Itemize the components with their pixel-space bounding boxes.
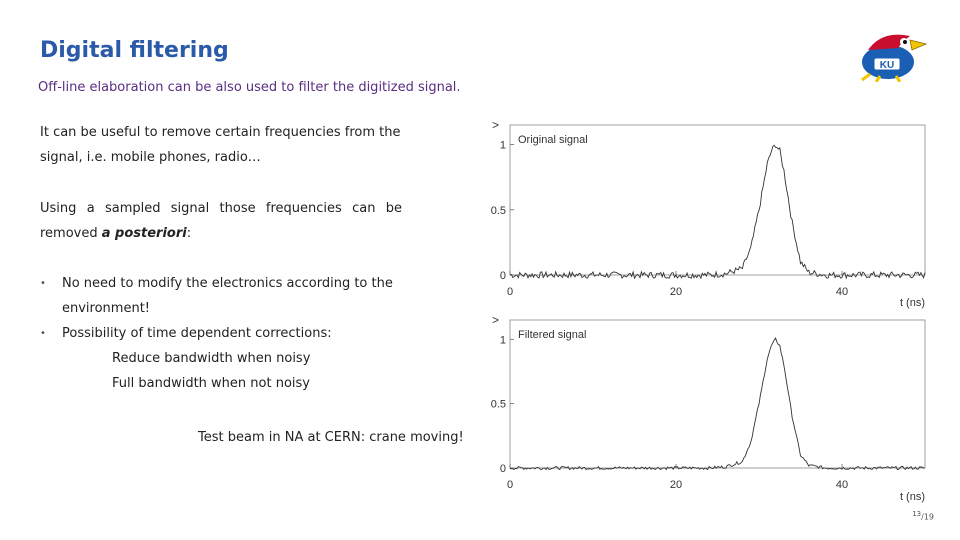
sub-item: Reduce bandwidth when noisy	[112, 351, 311, 366]
sub-item: Full bandwidth when not noisy	[112, 376, 310, 391]
plot-frame	[510, 320, 925, 468]
paragraph-frequencies	[40, 120, 402, 170]
signal-line	[510, 145, 925, 278]
y-axis-label: >	[492, 313, 500, 327]
y-axis-label: >	[492, 118, 500, 132]
x-tick-label: 0	[506, 479, 514, 491]
x-tick-label: 40	[835, 286, 849, 298]
x-tick-label: 20	[669, 479, 683, 491]
page-total: 19	[923, 513, 934, 522]
y-tick-label: 1	[499, 139, 506, 152]
y-tick-label: 0.5	[490, 398, 506, 411]
chart-annotation: Filtered signal	[518, 329, 587, 341]
page-number: $^{13}$/19	[912, 510, 934, 522]
x-axis-label: t (ns)	[899, 491, 925, 503]
paragraph-line: signal, i.e. mobile phones, radio…	[40, 150, 261, 165]
bullet-item	[40, 271, 402, 321]
signal-charts	[470, 115, 940, 515]
bullet-line: Possibility of time dependent corrections:	[62, 326, 332, 341]
signal-line	[510, 338, 925, 469]
bullet-icon: •	[40, 328, 46, 339]
logo-lettering: KU	[879, 60, 895, 71]
slide-title: Digital filtering	[40, 38, 229, 63]
university-logo	[852, 28, 928, 82]
x-tick-label: 40	[835, 479, 849, 491]
bullet-list	[40, 271, 402, 346]
x-axis-label: t (ns)	[899, 297, 925, 309]
bullet-item	[40, 321, 402, 346]
paragraph-posteriori	[40, 196, 402, 246]
plot-frame	[510, 125, 925, 275]
paragraph-line: Using a sampled signal those frequencies can be	[40, 201, 402, 216]
page-current: 13	[912, 510, 922, 519]
x-tick-label: 20	[669, 286, 683, 298]
bullet-icon: •	[40, 278, 46, 289]
test-beam-note: Test beam in NA at CERN: crane moving!	[198, 430, 464, 445]
y-tick-label: 0	[499, 463, 506, 475]
chart-annotation: Original signal	[518, 134, 588, 146]
y-tick-label: 1	[499, 334, 506, 347]
y-tick-label: 0.5	[490, 204, 506, 217]
bullet-line: environment!	[62, 301, 151, 316]
text-span: :	[186, 226, 192, 241]
paragraph-line	[40, 221, 402, 246]
text-span: removed	[40, 226, 102, 241]
paragraph-line: It can be useful to remove certain frequencies from the	[40, 125, 401, 140]
x-tick-label: 0	[506, 286, 514, 298]
y-tick-label: 0	[499, 270, 506, 282]
bullet-line: No need to modify the electronics according to the	[62, 276, 393, 291]
emphasis-text: a posteriori	[101, 226, 187, 241]
slide-subtitle: Off-line elaboration can be also used to filter the digitized signal.	[38, 80, 461, 95]
